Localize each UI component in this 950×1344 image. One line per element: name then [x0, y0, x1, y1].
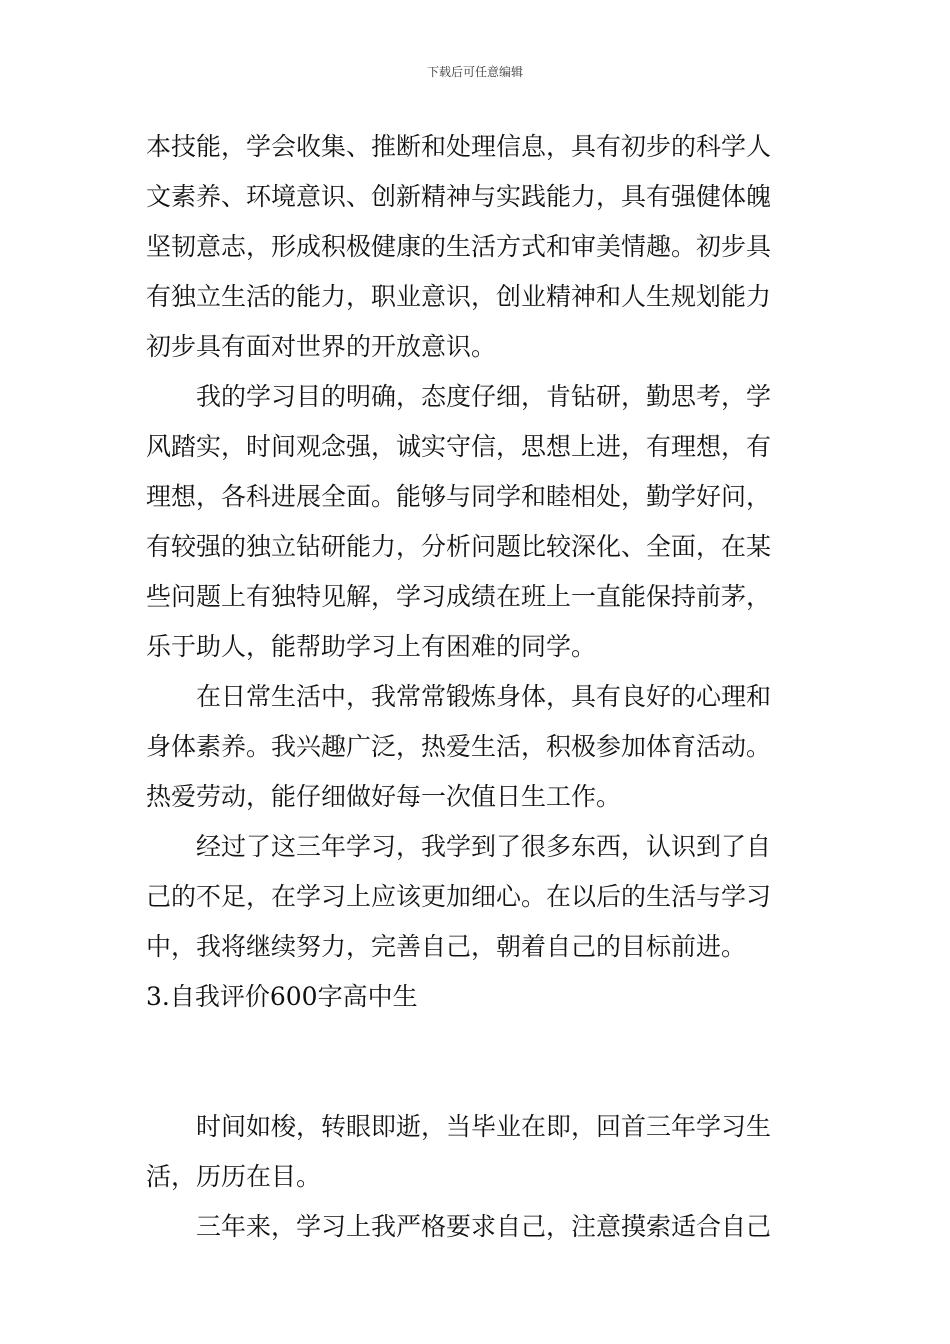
text-line: 文素养、环境意识、创新精神与实践能力，具有强健体魄 [146, 182, 772, 211]
text-line: 在日常生活中，我常常锻炼身体，具有良好的心理和 [196, 682, 772, 711]
text-line: 有较强的独立钻研能力，分析问题比较深化、全面，在某 [146, 532, 772, 561]
paragraph-1 [146, 122, 814, 372]
text-line: 中，我将继续努力，完善自己，朝着自己的目标前进。 [146, 932, 747, 961]
text-line: 初步具有面对世界的开放意识。 [146, 332, 497, 361]
text-line: 时间如梭，转眼即逝，当毕业在即，回首三年学习生 [196, 1112, 772, 1141]
text-line: 我的学习目的明确，态度仔细，肯钻研，勤思考，学 [196, 382, 772, 411]
paragraph-5 [146, 1102, 814, 1202]
text-line: 热爱劳动，能仔细做好每一次值日生工作。 [146, 782, 622, 811]
text-line: 三年来，学习上我严格要求自己，注意摸索适合自己 [196, 1212, 772, 1241]
text-line: 风踏实，时间观念强，诚实守信，思想上进，有理想，有 [146, 432, 772, 461]
section-spacer [146, 1022, 814, 1102]
paragraph-6 [146, 1202, 814, 1252]
text-line: 活，历历在目。 [146, 1162, 322, 1191]
text-line: 乐于助人，能帮助学习上有困难的同学。 [146, 632, 597, 661]
section-heading: 3.自我评价600字高中生 [146, 982, 418, 1011]
paragraph-4 [146, 822, 814, 972]
text-line: 本技能，学会收集、推断和处理信息，具有初步的科学人 [146, 132, 772, 161]
document-body [146, 122, 814, 1252]
text-line: 身体素养。我兴趣广泛，热爱生活，积极参加体育活动。 [146, 732, 772, 761]
text-line: 坚韧意志，形成积极健康的生活方式和审美情趣。初步具 [146, 232, 772, 261]
text-line: 理想，各科进展全面。能够与同学和睦相处，勤学好问， [146, 482, 772, 511]
text-line: 有独立生活的能力，职业意识，创业精神和人生规划能力 [146, 282, 772, 311]
text-line: 经过了这三年学习，我学到了很多东西，认识到了自 [196, 832, 772, 861]
page-header: 下载后可任意编辑 [426, 65, 523, 79]
paragraph-3 [146, 672, 814, 822]
text-line: 些问题上有独特见解，学习成绩在班上一直能保持前茅， [146, 582, 772, 611]
paragraph-2 [146, 372, 814, 672]
text-line: 己的不足，在学习上应该更加细心。在以后的生活与学习 [146, 882, 772, 911]
